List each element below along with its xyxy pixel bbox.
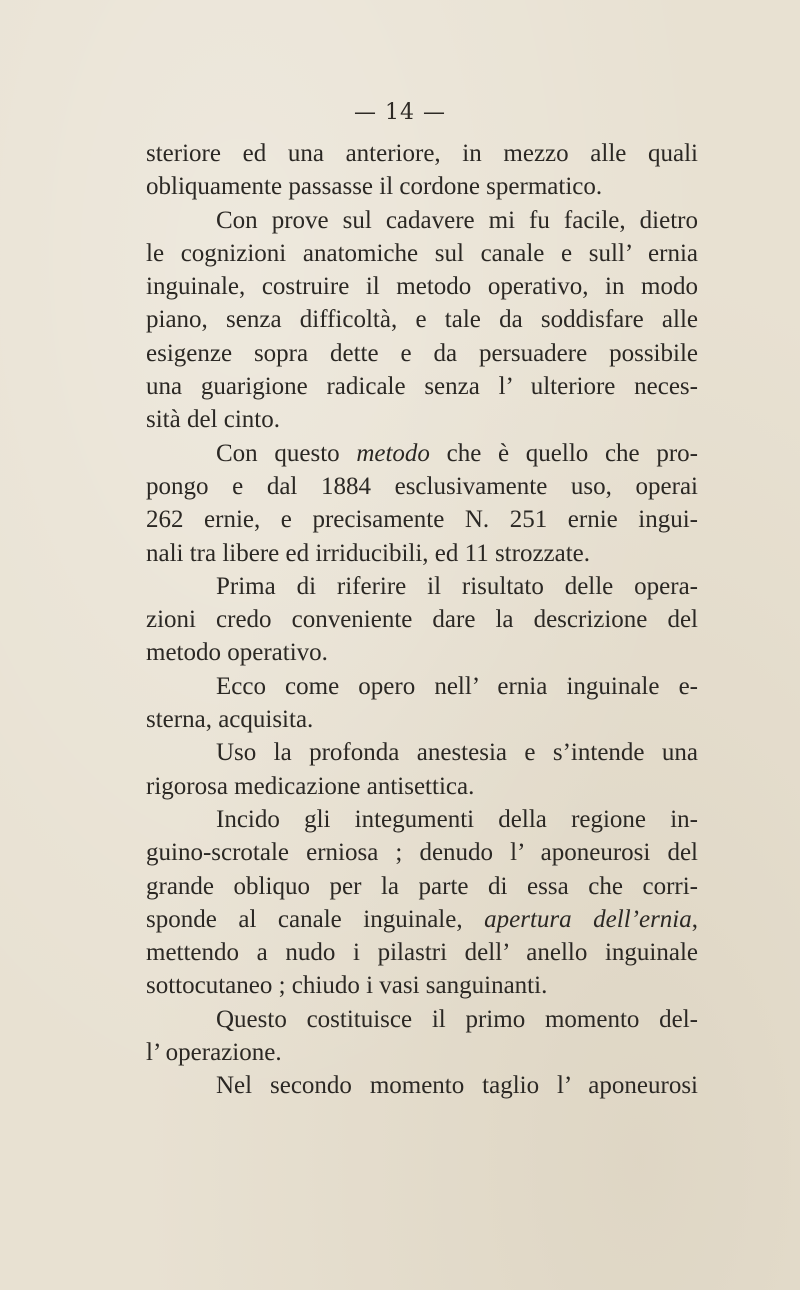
text-line: Con prove sul cadavere mi fu facile, dietro <box>216 206 698 234</box>
text-line: Incido gli integumenti della regione in- <box>216 805 698 833</box>
text-line: una guarigione radicale senza l’ ulteriore neces- <box>146 373 698 401</box>
text-line: 262 ernie, e precisamente N. 251 ernie ingui- <box>146 506 698 534</box>
text-line: Uso la profonda anestesia e s’intende una <box>216 739 698 767</box>
body-text <box>146 137 698 1103</box>
page-number: — 14 — <box>354 100 446 125</box>
text-line: esigenze sopra dette e da persuadere possibile <box>146 339 698 367</box>
text-line: sottocutaneo ; chiudo i vasi sanguinanti. <box>146 972 548 1000</box>
text-line: nali tra libere ed irriducibili, ed 11 strozzate. <box>146 539 591 567</box>
text-line: inguinale, costruire il metodo operativo, in modo <box>146 273 698 301</box>
italic-term: apertura dell’ernia <box>484 905 692 933</box>
text-line: steriore ed una anteriore, in mezzo alle quali <box>146 140 698 167</box>
text-line: l’ operazione. <box>146 1039 282 1067</box>
text-line: Ecco come opero nell’ ernia inguinale e- <box>216 672 698 700</box>
text-line: obliquamente passasse il cordone spermatico. <box>146 173 603 201</box>
text-segment: sponde al canale inguinale, <box>146 905 485 933</box>
text-segment: Con questo <box>216 439 357 467</box>
text-line: le cognizioni anatomiche sul canale e sull’ ernia <box>146 239 698 267</box>
text-line: pongo e dal 1884 esclusivamente uso, operai <box>146 472 698 500</box>
text-line: Nel secondo momento taglio l’ aponeurosi <box>216 1072 698 1100</box>
text-line <box>146 437 698 470</box>
text-line: sterna, acquisita. <box>146 706 314 734</box>
text-line: piano, senza difficoltà, e tale da soddisfare alle <box>146 306 698 334</box>
text-line: rigorosa medicazione antisettica. <box>146 772 475 800</box>
text-line: sità del cinto. <box>146 406 280 434</box>
text-line: metodo operativo. <box>146 639 328 667</box>
text-segment: , <box>691 905 698 933</box>
text-line: zioni credo conveniente dare la descrizione del <box>146 606 698 634</box>
text-line: Questo costituisce il primo momento del- <box>216 1005 698 1033</box>
italic-term: metodo <box>356 439 430 467</box>
text-segment: che è quello che pro- <box>429 439 698 467</box>
text-line <box>146 903 698 936</box>
text-line: guino-scrotale erniosa ; denudo l’ aponeurosi del <box>146 839 698 867</box>
text-line: mettendo a nudo i pilastri dell’ anello inguinale <box>146 939 698 967</box>
text-line: grande obliquo per la parte di essa che corri- <box>146 872 698 900</box>
text-line: Prima di riferire il risultato delle opera- <box>216 572 698 600</box>
